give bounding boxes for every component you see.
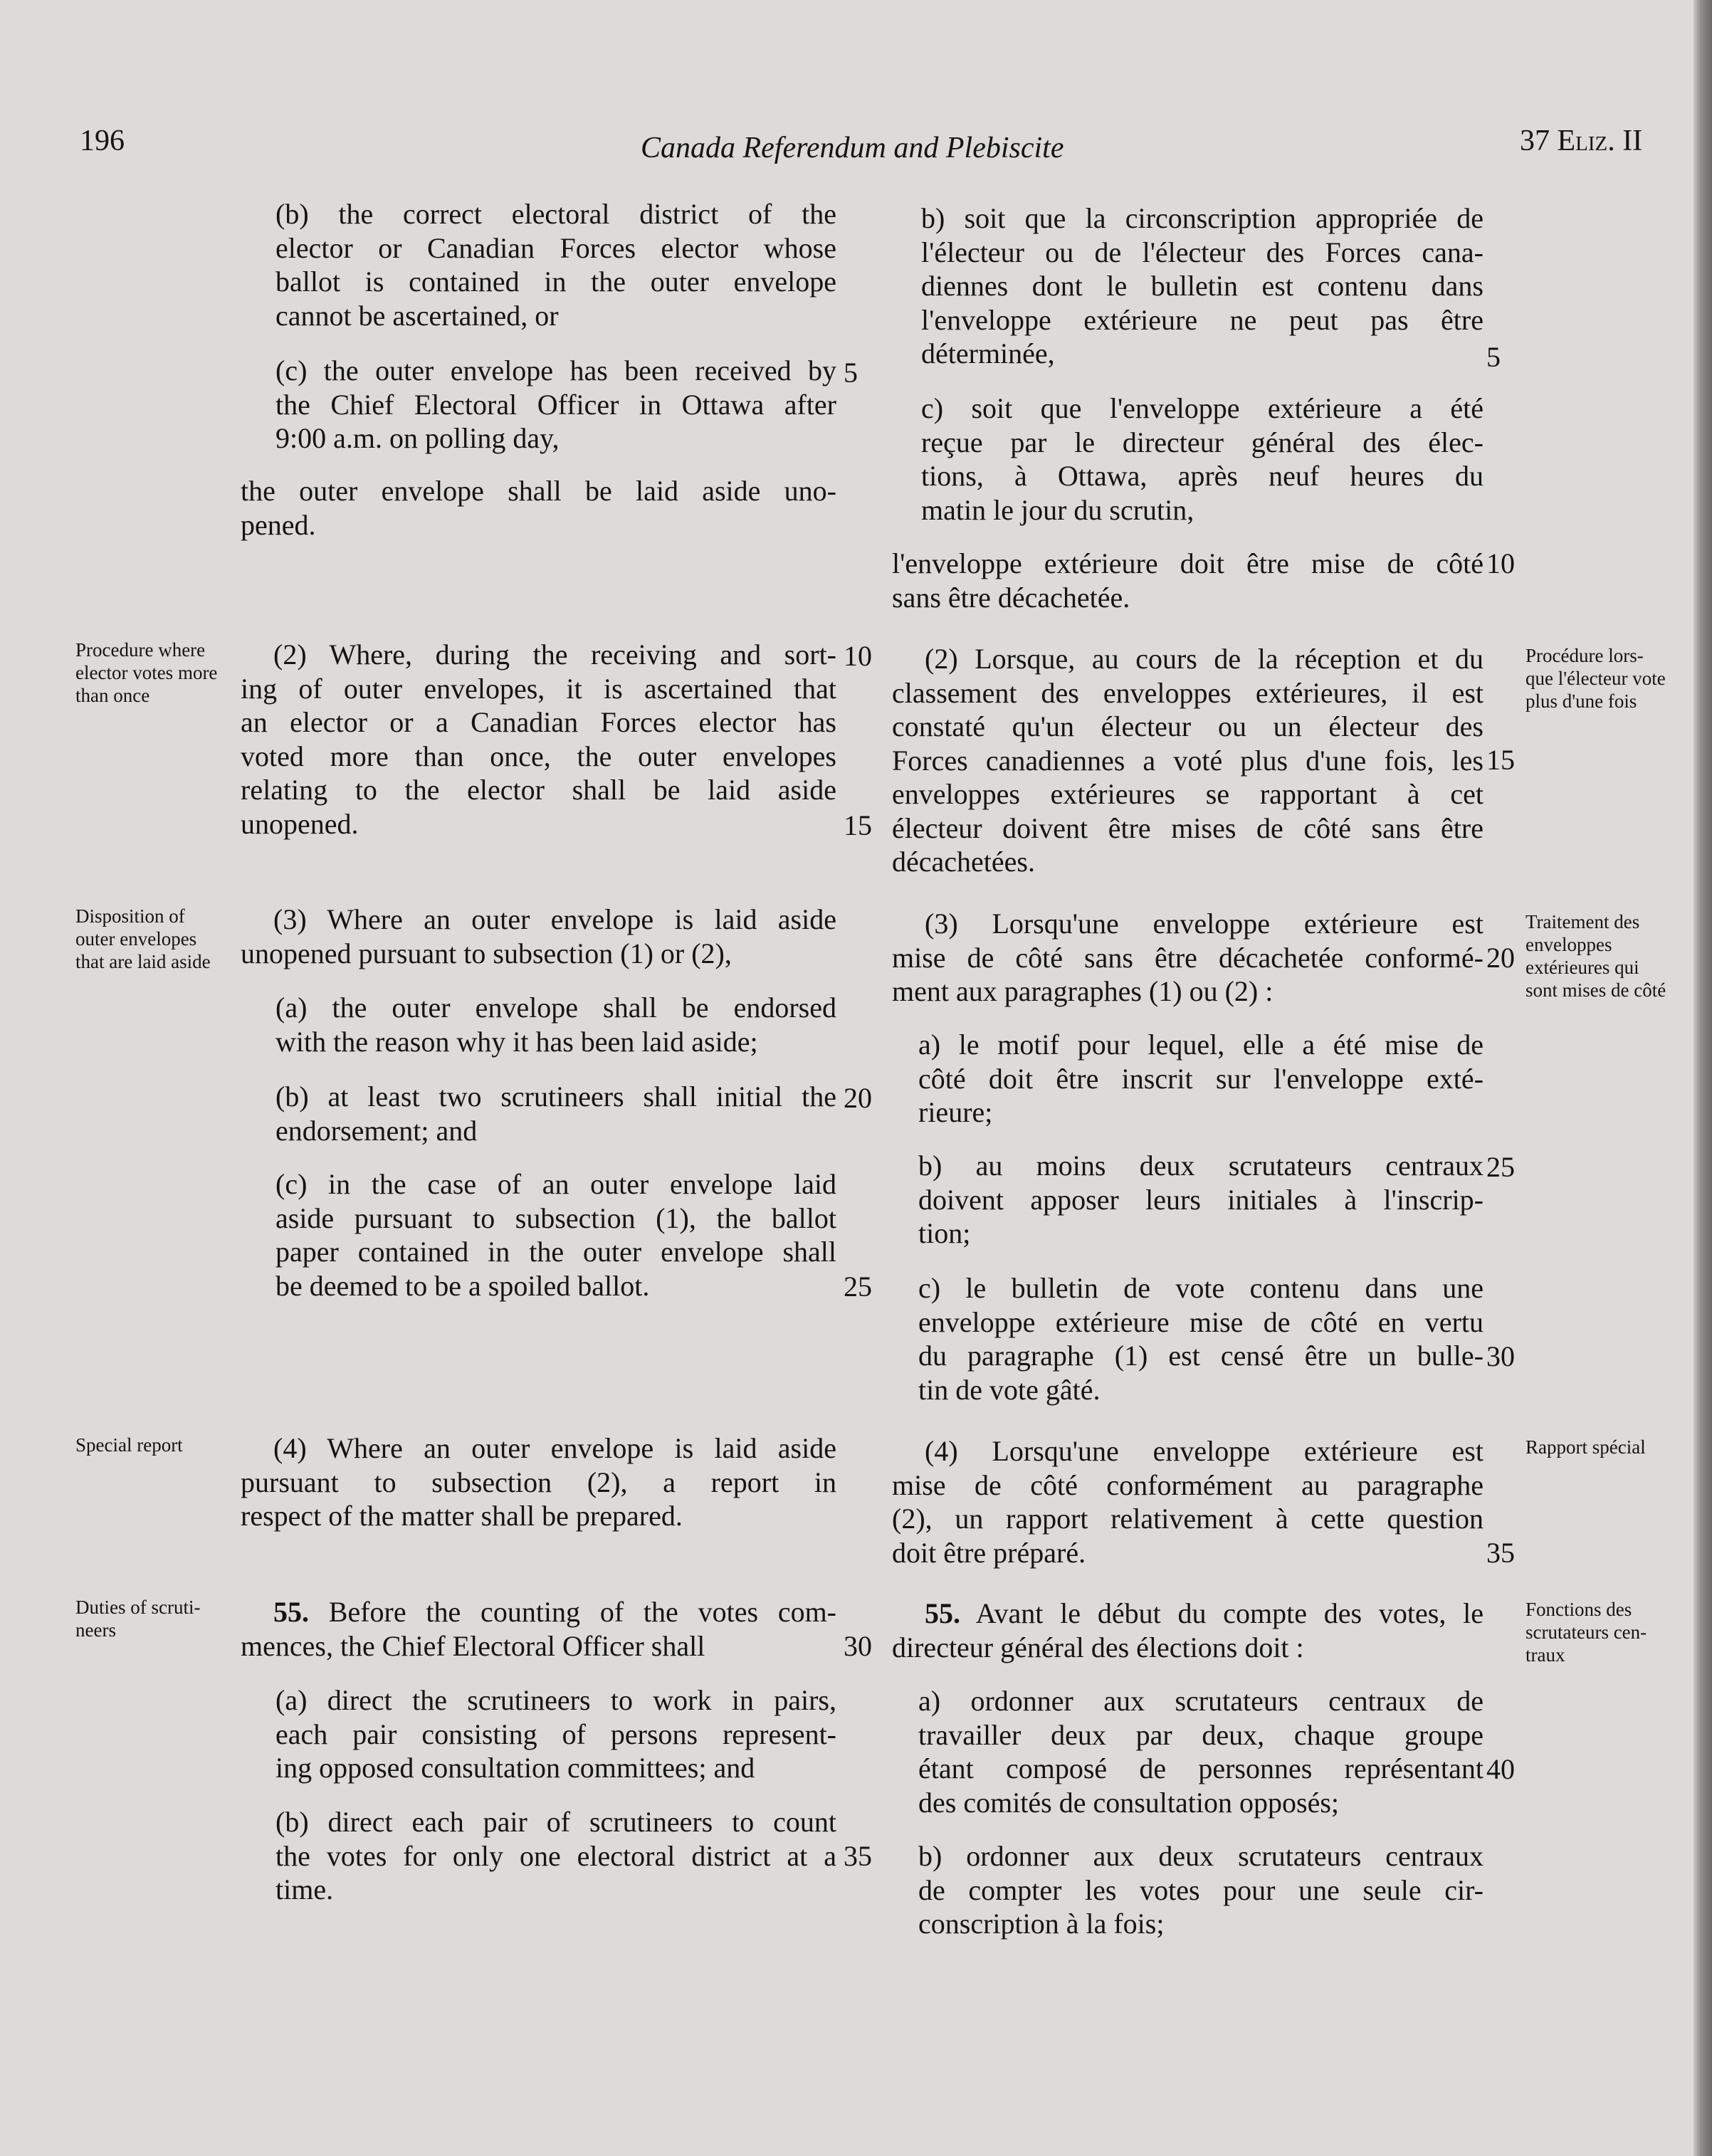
en-subsection-4: (4) Where an outer envelope is laid aside pursuant to subsection (2), a report in respect of the matter shall be prepared. (241, 1432, 836, 1532)
section-number: 55. (273, 1596, 309, 1628)
margin-note: Traitement des enveloppes extérieures qui sont mises de côté (1525, 911, 1666, 1001)
regnal-year: 37 Eliz. II (1520, 125, 1643, 157)
fr-para-3b: b) au moins deux scrutateurs centraux doivent apposer leurs initiales à l'inscrip- tion; (918, 1150, 1483, 1249)
en-para-b: (b) the correct electoral district of the elector or Canadian Forces elector whose ballot is contained in the outer envelope cannot be ascertained, or (275, 198, 836, 332)
fr-subsection-4: (4) Lorsqu'une enveloppe extérieure est mise de côté conformément au paragraphe (2), un rapport relativement à cette question doit être préparé. (892, 1435, 1483, 1569)
line-number: 15 (1486, 744, 1515, 776)
margin-note: Procédure lors- que l'électeur vote plus d'une fois (1525, 645, 1666, 712)
margin-note: Rapport spécial (1525, 1436, 1646, 1458)
en-para-c: (c) the outer envelope has been received by the Chief Electoral Officer in Ottawa after 9:00 a.m. on polling day, (275, 354, 836, 454)
fr-section-55: 55. Avant le début du compte des votes, le directeur général des élections doit : (892, 1597, 1483, 1663)
en-subsection-3: (3) Where an outer envelope is laid aside unopened pursuant to subsection (1) or (2), (241, 903, 836, 969)
running-title: Canada Referendum and Plebiscite (641, 132, 1064, 164)
line-number: 35 (1486, 1537, 1515, 1569)
fr-closing-words: l'enveloppe extérieure doit être mise de côté sans être décachetée. (892, 547, 1483, 614)
fr-para-55a: a) ordonner aux scrutateurs centraux de travailler deux par deux, chaque groupe étant composé de personnes représentant des comités de consultation opposés; (918, 1685, 1483, 1819)
margin-note: Disposition of outer envelopes that are laid aside (75, 905, 211, 972)
en-section-55: 55. Before the counting of the votes com- mences, the Chief Electoral Officer shall (241, 1596, 836, 1662)
fr-para-3a: a) le motif pour lequel, elle a été mise de côté doit être inscrit sur l'enveloppe exté- rieure; (918, 1029, 1483, 1128)
line-number: 5 (1486, 341, 1501, 373)
margin-note: Special report (75, 1434, 183, 1456)
en-para-3a: (a) the outer envelope shall be endorsed with the reason why it has been laid aside; (275, 992, 836, 1058)
line-number: 25 (844, 1271, 872, 1303)
fr-subsection-2: (2) Lorsque, au cours de la réception et du classement des enveloppes extérieures, il est constaté qu'un électeur ou un électeur des Forces canadiennes a voté plus d'une fois, les enveloppes extérieures se rapportant à cet électeur doivent être mises de côté sans être décachetées. (892, 643, 1483, 878)
fr-para-c: c) soit que l'enveloppe extérieure a été reçue par le directeur général des élec- tions, à Ottawa, après neuf heures du matin le jour du scrutin, (921, 392, 1483, 526)
en-subsection-2: (2) Where, during the receiving and sort- ing of outer envelopes, it is ascertained that an elector or a Canadian Forces elector has voted more than once, the outer envelopes relating to the elector shall be laid aside unopened. (241, 638, 836, 840)
line-number: 10 (844, 640, 872, 672)
margin-note: Fonctions des scrutateurs cen- traux (1525, 1599, 1647, 1666)
fr-para-55b: b) ordonner aux deux scrutateurs centraux de compter les votes pour une seule cir- conscription à la fois; (918, 1840, 1483, 1940)
line-number: 40 (1486, 1753, 1515, 1785)
en-para-3b: (b) at least two scrutineers shall initial the endorsement; and (275, 1080, 836, 1147)
en-closing-words: the outer envelope shall be laid aside uno- pened. (241, 475, 836, 541)
page-edge (1693, 0, 1712, 2156)
line-number: 15 (844, 809, 872, 841)
margin-note: Duties of scruti- neers (75, 1597, 201, 1641)
fr-para-3c: c) le bulletin de vote contenu dans une enveloppe extérieure mise de côté en vertu du paragraphe (1) est censé être un bulle- tin de vote gâté. (918, 1272, 1483, 1406)
line-number: 10 (1486, 547, 1515, 579)
en-para-55b: (b) direct each pair of scrutineers to count the votes for only one electoral district at a time. (275, 1806, 836, 1905)
line-number: 20 (1486, 942, 1515, 974)
fr-para-b: b) soit que la circonscription appropriée de l'électeur ou de l'électeur des Forces cana- diennes dont le bulletin est contenu dans l'enveloppe extérieure ne peut pas être déterminée, (921, 202, 1483, 369)
line-number: 35 (844, 1840, 872, 1872)
fr-subsection-3: (3) Lorsqu'une enveloppe extérieure est mise de côté sans être décachetée conformé- ment aux paragraphes (1) ou (2) : (892, 908, 1483, 1007)
page-number: 196 (80, 125, 125, 157)
en-para-55a: (a) direct the scrutineers to work in pairs, each pair consisting of persons represent- ing opposed consultation committees; and (275, 1684, 836, 1784)
line-number: 30 (844, 1630, 872, 1662)
line-number: 20 (844, 1082, 872, 1114)
section-number: 55. (925, 1597, 960, 1629)
line-number: 25 (1486, 1151, 1515, 1183)
line-number: 5 (844, 357, 858, 389)
margin-note: Procedure where elector votes more than once (75, 639, 218, 706)
line-number: 30 (1486, 1340, 1515, 1372)
en-para-3c: (c) in the case of an outer envelope laid aside pursuant to subsection (1), the ballot paper contained in the outer envelope shall be deemed to be a spoiled ballot. (275, 1168, 836, 1302)
